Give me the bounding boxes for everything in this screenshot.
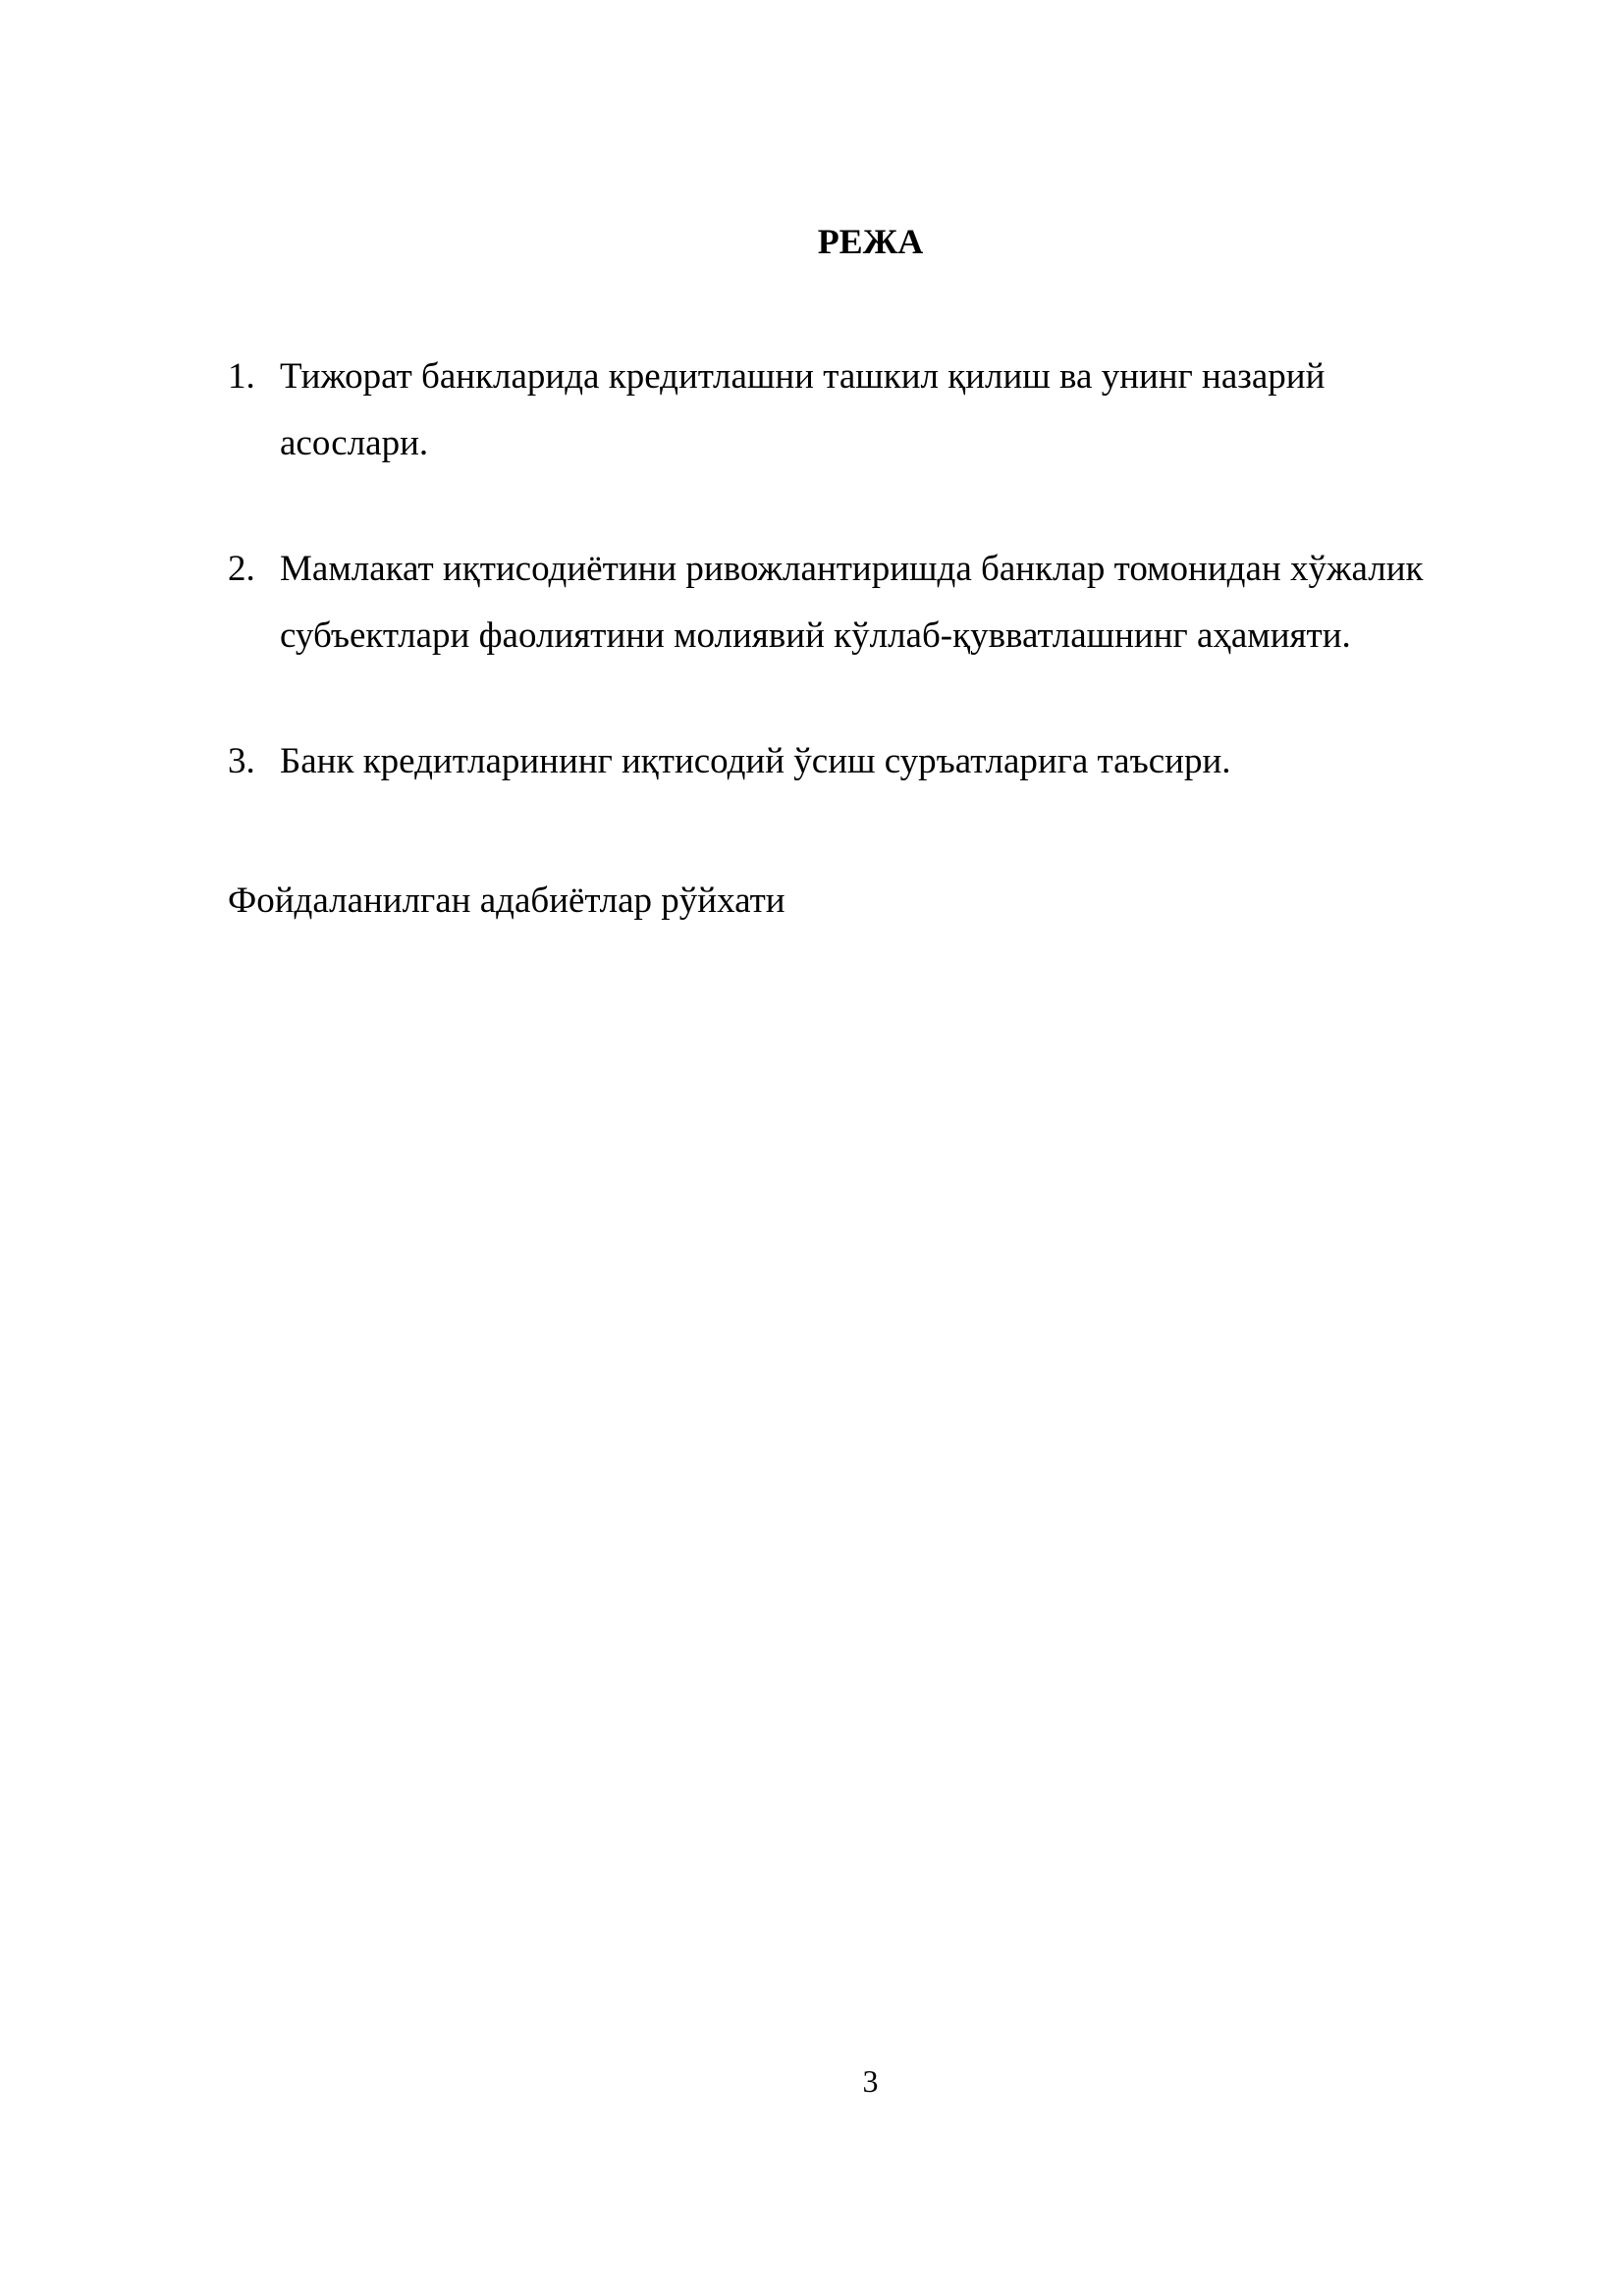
plan-item-number: 1. — [228, 356, 255, 397]
plan-item-1 — [228, 344, 1504, 477]
plan-item-3 — [228, 728, 1504, 795]
plan-item-2 — [228, 536, 1504, 669]
plan-list — [228, 344, 1504, 854]
plan-item-text: Мамлакат иқтисодиётини ривожлантиришда банклар томонидан хўжалик субъектлари фаолиятини молиявий кўллаб-қувватлашнинг аҳамияти. — [280, 549, 1424, 656]
page-number: 3 — [862, 2063, 879, 2099]
plan-item-number: 3. — [228, 741, 255, 781]
plan-item-text: Тижорат банкларида кредитлашни ташкил қилиш ва унинг назарий асослари. — [280, 356, 1326, 463]
plan-item-text: Банк кредитларининг иқтисодий ўсиш суръатларига таъсири. — [280, 741, 1231, 781]
references-title: Фойдаланилган адабиётлар рўйхати — [228, 881, 785, 921]
page-title: РЕЖА — [817, 222, 924, 261]
plan-item-number: 2. — [228, 549, 255, 589]
